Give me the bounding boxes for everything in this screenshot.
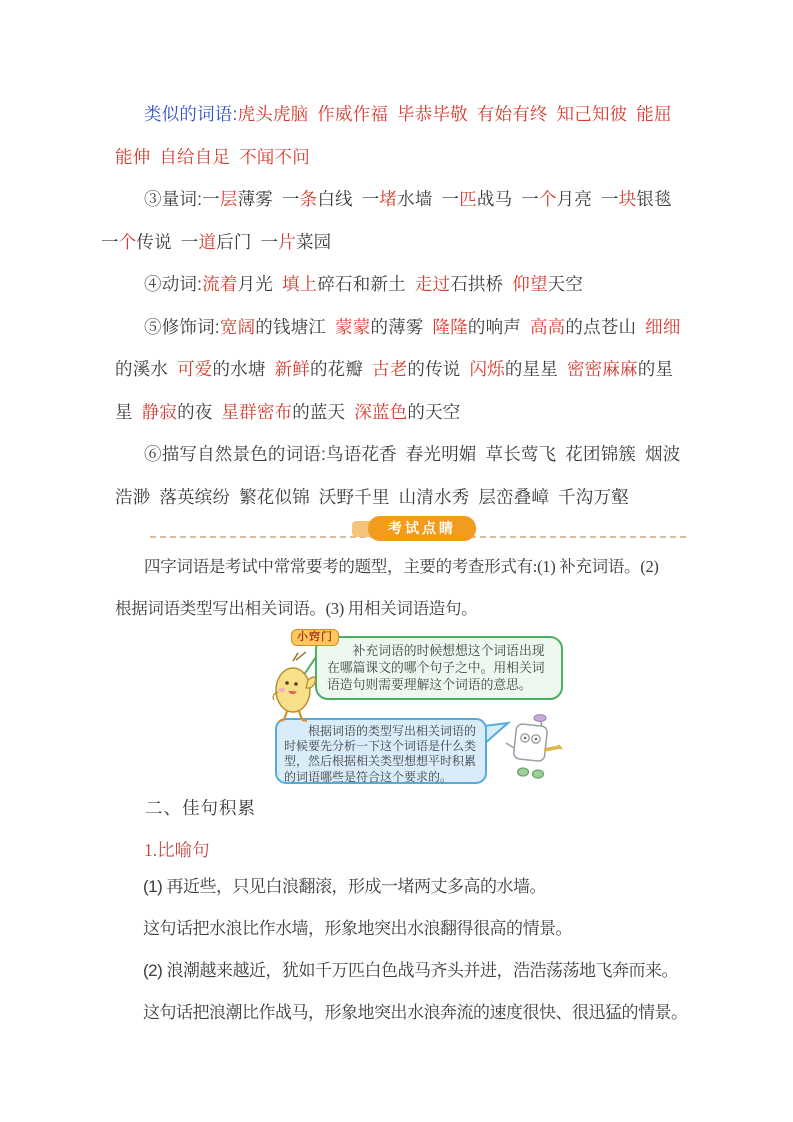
word-segment: 菜园 xyxy=(295,231,332,252)
word-segment: 块 xyxy=(618,189,637,209)
word-segment: 的水塘 xyxy=(212,359,275,379)
word-line xyxy=(115,433,683,476)
speech-bubble-blue xyxy=(275,718,487,784)
word-segment: 宽阔 xyxy=(219,316,256,337)
word-segment: 星 xyxy=(115,401,142,422)
word-segment: 星群密布 xyxy=(221,401,293,422)
word-segment: 的蓝天 xyxy=(292,401,355,422)
word-segment: 后门 一 xyxy=(216,231,279,252)
word-segment: 密密麻麻 xyxy=(566,359,638,379)
word-segment: 浩渺 落英缤纷 繁花似锦 沃野千里 山清水秀 层峦叠嶂 千沟万壑 xyxy=(115,486,629,507)
word-segment: 传说 一 xyxy=(136,231,199,252)
word-segment: 走过 xyxy=(414,274,451,294)
word-segment: ④动词: xyxy=(144,274,203,294)
word-line xyxy=(115,93,683,136)
word-segment: 的花瓣 xyxy=(309,359,372,379)
word-segment: 虎头虎脑 作威作福 毕恭毕敬 有始有终 知己知彼 能屈 xyxy=(237,104,672,124)
word-line xyxy=(115,263,683,306)
tip-tag: 小窍门 xyxy=(291,629,339,646)
word-segment: 的薄雾 xyxy=(370,316,433,337)
word-segment: 高高 xyxy=(529,316,566,337)
word-segment: 的夜 xyxy=(177,401,222,422)
word-segment: 隆隆 xyxy=(432,316,468,337)
word-segment: 细细 xyxy=(645,316,681,337)
word-segment: 蒙蒙 xyxy=(335,316,371,337)
word-segment: 的传说 xyxy=(407,359,470,379)
sentence-line: 这句话把浪潮比作战马，形象地突出水浪奔流的速度很快、很迅猛的情景。 xyxy=(143,1003,688,1022)
word-segment: 白线 一 xyxy=(317,189,380,209)
word-segment: 填上 xyxy=(281,274,318,294)
sentence-list xyxy=(115,866,715,1034)
word-segment: 银毯 xyxy=(636,189,672,209)
exam-tips-banner xyxy=(368,516,476,541)
word-segment: 闪烁 xyxy=(469,359,505,379)
word-segment: 深蓝色 xyxy=(354,401,408,422)
word-segment: 石拱桥 xyxy=(450,274,513,294)
robot-mascot-icon xyxy=(502,712,564,782)
word-segment: 天空 xyxy=(547,274,584,294)
exam-tips-banner-label: 考试点睛 xyxy=(388,520,456,536)
word-line xyxy=(101,221,683,264)
word-segment: 的星 xyxy=(637,359,674,379)
word-segment: 的星星 xyxy=(504,359,567,379)
speech-bubble-green xyxy=(315,636,563,700)
word-segment: 堵 xyxy=(379,189,398,209)
word-line xyxy=(115,178,683,221)
word-segment: 层 xyxy=(219,189,238,209)
word-segment: ⑤修饰词: xyxy=(144,316,220,337)
word-segment: 水墙 一 xyxy=(397,189,460,209)
sentence-line: (1) 再近些，只见白浪翻滚，形成一堵两丈多高的水墙。 xyxy=(143,877,546,896)
sentence-line: (2) 浪潮越来越近，犹如千万匹白色战马齐头并进，浩浩荡荡地飞奔而来。 xyxy=(143,961,678,980)
tip-text-1: 补充词语的时候想想这个词语出现在哪篇课文的哪个句子之中。用相关词语造句则需要理解这个词语的意思。 xyxy=(327,644,545,693)
word-segment: ③量词:一 xyxy=(144,189,220,209)
word-segment: 的点苍山 xyxy=(565,316,646,337)
word-line xyxy=(115,476,683,519)
word-line xyxy=(115,306,683,349)
subsection-heading: 1.比喻句 xyxy=(144,840,210,860)
word-segment: 的响声 xyxy=(467,316,530,337)
word-segment: 个 xyxy=(538,189,557,209)
word-segment: 匹 xyxy=(459,189,477,209)
word-segment: 类似的词语: xyxy=(144,104,238,124)
word-segment: 战马 一 xyxy=(476,189,539,209)
word-segment: 静寂 xyxy=(141,401,178,422)
word-segment: 片 xyxy=(278,231,296,252)
word-segment: 月亮 一 xyxy=(556,189,619,209)
word-segment: 月光 xyxy=(237,274,282,294)
word-segment: 的钱塘江 xyxy=(255,316,336,337)
word-segment: 仰望 xyxy=(512,274,548,294)
sentence-line: 这句话把水浪比作水墙，形象地突出水浪翻得很高的情景。 xyxy=(143,919,572,938)
word-segment: 古老 xyxy=(372,359,408,379)
word-segment: 流着 xyxy=(202,274,238,294)
word-line xyxy=(115,391,683,434)
word-segment: 可爱 xyxy=(177,359,213,379)
word-line xyxy=(115,348,683,391)
exam-note-line: 根据词语类型写出相关词语。(3) 用相关词语造句。 xyxy=(115,599,478,618)
word-segment: 的溪水 xyxy=(115,359,178,379)
word-segment: 个 xyxy=(118,231,137,252)
tip-text-2: 根据词语的类型写出相关词语的时候要先分析一下这个词语是什么类型，然后根据相关类型想想平时积累的词语哪些是符合这个要求的。 xyxy=(284,724,477,784)
exam-note xyxy=(115,546,690,630)
word-segment: 条 xyxy=(299,189,318,209)
word-segment: 能伸 自给自足 不闻不问 xyxy=(115,146,310,167)
word-lines xyxy=(101,93,683,518)
word-segment: ⑥描写自然景色的词语:鸟语花香 春光明媚 草长莺飞 花团锦簇 烟波 xyxy=(144,444,681,464)
word-segment: 新鲜 xyxy=(274,359,310,379)
word-segment: 道 xyxy=(198,231,217,252)
word-line xyxy=(115,136,683,179)
exam-note-line: 四字词语是考试中常常要考的题型，主要的考查形式有:(1) 补充词语。(2) xyxy=(144,557,659,576)
word-segment: 一 xyxy=(101,231,119,252)
word-segment: 碎石和新土 xyxy=(317,274,415,294)
section-heading: 二、佳句积累 xyxy=(145,798,256,818)
word-segment: 薄雾 一 xyxy=(237,189,300,209)
word-segment: 的天空 xyxy=(407,401,461,422)
chick-mascot-icon xyxy=(268,650,322,724)
